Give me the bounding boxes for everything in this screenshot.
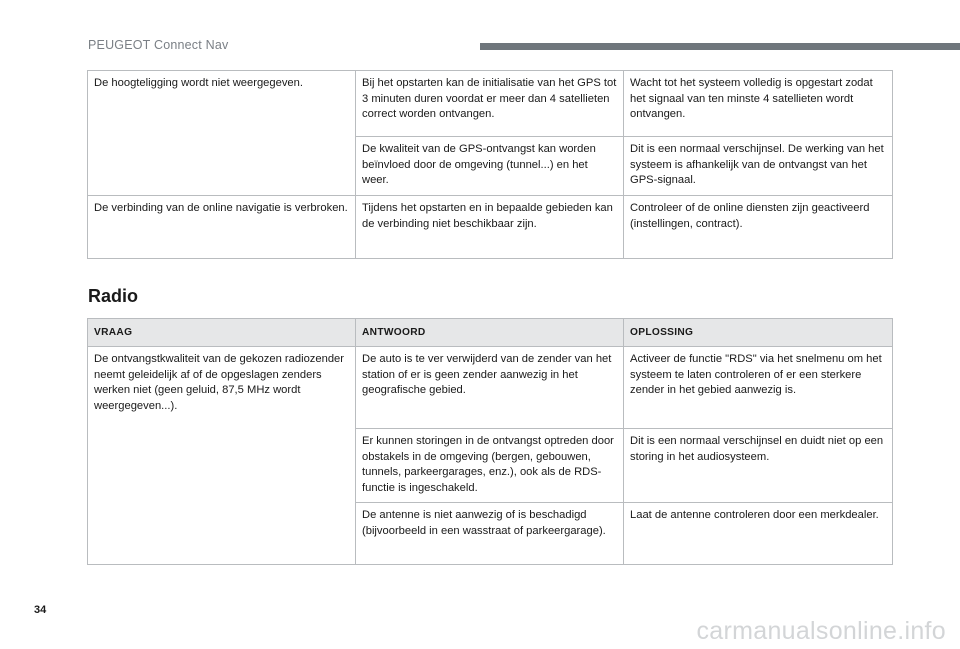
column-header-answer: ANTWOORD — [356, 319, 624, 347]
answer-cell: De auto is te ver verwijderd van de zender van het station of er is geen zender aanwezig in het geografische gebied. — [356, 347, 624, 429]
answer-cell: De kwaliteit van de GPS-ontvangst kan worden beïnvloed door de omgeving (tunnel...) en het weer. — [356, 137, 624, 196]
table-row — [88, 71, 893, 137]
watermark: carmanualsonline.info — [696, 617, 946, 645]
page-number: 34 — [34, 604, 47, 616]
solution-cell: Dit is een normaal verschijnsel. De werking van het systeem is afhankelijk van de ontvangst van het GPS-signaal. — [624, 137, 893, 196]
solution-cell: Controleer of de online diensten zijn geactiveerd (instellingen, contract). — [624, 196, 893, 259]
solution-cell: Wacht tot het systeem volledig is opgestart zodat het signaal van ten minste 4 satellieten wordt ontvangen. — [624, 71, 893, 137]
table-header-row — [88, 319, 893, 347]
answer-cell: Tijdens het opstarten en in bepaalde gebieden kan de verbinding niet beschikbaar zijn. — [356, 196, 624, 259]
radio-troubleshooting-table — [87, 318, 893, 565]
column-header-solution: OPLOSSING — [624, 319, 893, 347]
table-row — [88, 196, 893, 259]
question-cell: De verbinding van de online navigatie is verbroken. — [88, 196, 356, 259]
solution-cell: Laat de antenne controleren door een merkdealer. — [624, 503, 893, 565]
solution-cell: Dit is een normaal verschijnsel en duidt niet op een storing in het audiosysteem. — [624, 429, 893, 503]
question-cell: De ontvangstkwaliteit van de gekozen radiozender neemt geleidelijk af of de opgeslagen zenders werken niet (geen geluid, 87,5 MHz wordt weergegeven...). — [88, 347, 356, 565]
section-heading-radio: Radio — [88, 286, 139, 306]
answer-cell: De antenne is niet aanwezig of is beschadigd (bijvoorbeeld in een wasstraat of parkeergarage). — [356, 503, 624, 565]
question-cell: De hoogteligging wordt niet weergegeven. — [88, 71, 356, 196]
manual-title: PEUGEOT Connect Nav — [88, 38, 229, 52]
table-row — [88, 347, 893, 429]
solution-cell: Activeer de functie "RDS" via het snelmenu om het systeem te laten controleren of er een sterkere zender in het gebied aanwezig is. — [624, 347, 893, 429]
answer-cell: Bij het opstarten kan de initialisatie van het GPS tot 3 minuten duren voordat er meer dan 4 satellieten correct worden ontvangen. — [356, 71, 624, 137]
answer-cell: Er kunnen storingen in de ontvangst optreden door obstakels in de omgeving (bergen, gebouwen, tunnels, parkeergarages, enz.), ook als de RDS-functie is ingeschakeld. — [356, 429, 624, 503]
gps-troubleshooting-table — [87, 70, 893, 259]
header-bar — [480, 43, 960, 50]
column-header-question: VRAAG — [88, 319, 356, 347]
